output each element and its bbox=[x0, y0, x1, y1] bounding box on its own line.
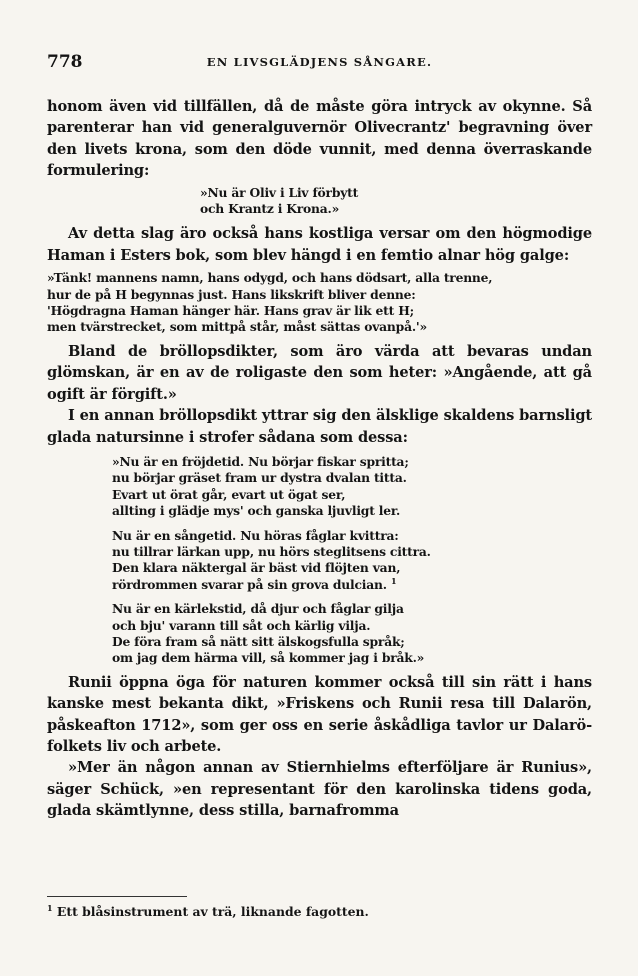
poem-line: nu börjar gräset fram ur dystra dvalan titta. bbox=[112, 470, 407, 486]
poem-stanza bbox=[112, 601, 592, 667]
poem-line: De föra fram så nätt sitt älskogsfulla språk; bbox=[112, 633, 405, 649]
poem-line: Evart ut örat går, evart ut ögat ser, bbox=[112, 486, 346, 502]
poem-line: allting i glädje mys' och ganska ljuvligt ler. bbox=[112, 503, 401, 519]
poem-line: om jag dem härma vill, så kommer jag i bråk.» bbox=[112, 650, 425, 666]
quote-line: hur de på H begynnas just. Hans likskrift bliver denne: bbox=[47, 286, 416, 302]
footnote-reference: 1 bbox=[390, 575, 397, 586]
page-header bbox=[47, 52, 592, 74]
poem-line: Nu är en sångetid. Nu höras fåglar kvittra: bbox=[112, 527, 399, 543]
paragraph: Av detta slag äro också hans kostliga versar om den högmodige Haman i Esters bok, som blev hängd i en femtio alnar hög galge: bbox=[47, 225, 592, 264]
paragraph: »Mer än någon annan av Stiernhielms efterföljare är Runius», säger Schück, »en representant för den karolinska tidens goda, glada skämtlynne, dess stilla, barnafromma bbox=[47, 759, 592, 820]
footnote-divider bbox=[47, 896, 187, 897]
paragraph: Runii öppna öga för naturen kommer också till sin rätt i hans kanske mest bekanta dikt, »Friskens och Runii resa till Dalarön, påskeafton 1712», som ger oss en serie åskådliga tavlor ur Dalarö-folkets liv och arbete. bbox=[47, 673, 592, 755]
footnote bbox=[47, 904, 592, 920]
quote-line: »Nu är Oliv i Liv förbytt bbox=[200, 184, 359, 200]
poem-line: Den klara näktergal är bäst vid flöjten van, bbox=[112, 560, 401, 576]
paragraph: honom även vid tillfällen, då de måste göra intryck av okynne. Så parenterar han vid generalguvernör Olivecrantz' begravning över den livets krona, som den döde vunnit, med denna överraskande formulering: bbox=[47, 98, 592, 180]
body-text bbox=[47, 96, 592, 822]
footnote-mark: 1 bbox=[47, 902, 53, 913]
quote-line: 'Högdragna Haman hänger här. Hans grav är lik ett H; bbox=[47, 303, 414, 319]
poem bbox=[47, 454, 592, 667]
poem-stanza bbox=[112, 528, 592, 594]
paragraph: Bland de bröllopsdikter, som äro värda att bevaras undan glömskan, är en av de roligaste den som heter: »Angående, att gå ogift är förgift.» bbox=[47, 342, 592, 403]
poem-line: Nu är en kärlekstid, då djur och fåglar gilja bbox=[112, 601, 404, 617]
running-title: EN LIVSGLÄDJENS SÅNGARE. bbox=[206, 55, 433, 69]
poem-line-with-note bbox=[112, 577, 592, 593]
poem-stanza bbox=[112, 454, 592, 520]
footnote-text: Ett blåsinstrument av trä, liknande fagotten. bbox=[56, 904, 369, 919]
quote-line: men tvärstrecket, som mittpå står, måst sättas ovanpå.'» bbox=[47, 319, 427, 335]
poem-line: och bju' varann till såt och kärlig vilja. bbox=[112, 617, 371, 633]
quote-line: »Tänk! mannens namn, hans odygd, och hans dödsart, alla trenne, bbox=[47, 270, 493, 286]
paragraph: I en annan bröllopsdikt yttrar sig den älsklige skaldens barnsligt glada natursinne i strofer sådana som dessa: bbox=[47, 407, 592, 446]
poem-line: rördrommen svarar på sin grova dulcian. bbox=[112, 576, 387, 592]
poem-line: nu tillrar lärkan upp, nu hörs steglitsens cittra. bbox=[112, 543, 431, 559]
poem-line: »Nu är en fröjdetid. Nu börjar fiskar spritta; bbox=[112, 453, 409, 469]
page-number: 778 bbox=[47, 52, 83, 72]
quote-line: och Krantz i Krona.» bbox=[200, 201, 340, 217]
quote-olivecrantz bbox=[47, 185, 592, 218]
quote-haman bbox=[47, 270, 592, 336]
